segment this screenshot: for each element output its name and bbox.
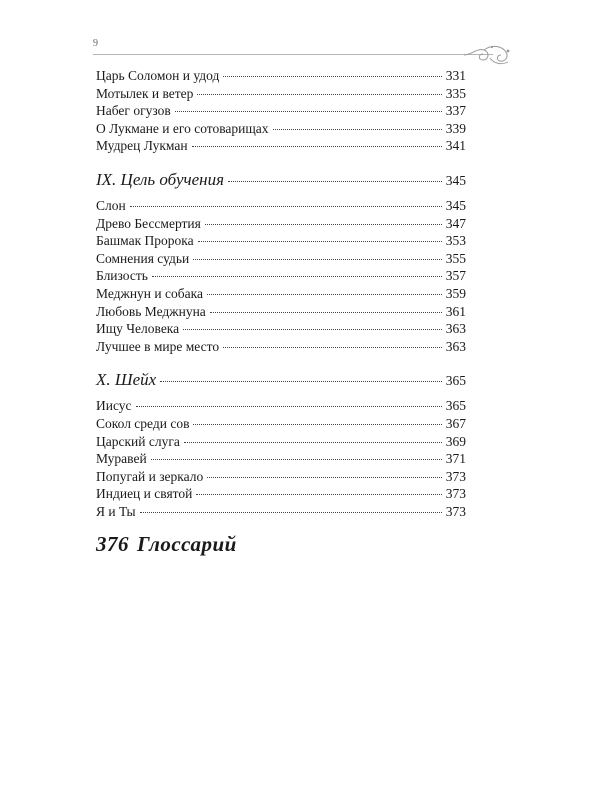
toc-entry-title: Сомнения судьи: [96, 250, 190, 266]
toc-entry[interactable]: [96, 86, 466, 104]
toc-entry[interactable]: [96, 286, 466, 304]
toc-entry-title: Муравей: [96, 451, 147, 467]
toc-entry-title: Царь Соломон и удод: [96, 68, 220, 83]
toc-entry[interactable]: [96, 469, 466, 487]
toc-entry-page: 361: [445, 303, 466, 319]
toc-entry[interactable]: [96, 504, 466, 522]
section-title: IX. Цель обучения: [96, 169, 224, 189]
glossary-page: 376: [96, 532, 129, 556]
toc-entry-title: Сокол среди сов: [96, 415, 190, 431]
section-page: 365: [445, 373, 466, 389]
dot-leader: [151, 459, 442, 460]
toc-entry-title: Древо Бессмертия: [96, 215, 201, 231]
toc-entry-page: 363: [445, 321, 466, 337]
toc-entry-page: 357: [445, 268, 466, 284]
toc-entry[interactable]: [96, 138, 466, 156]
toc-entry[interactable]: [96, 486, 466, 504]
toc-entry-page: 335: [445, 85, 466, 101]
toc-entry-title: Башмак Пророка: [96, 233, 194, 249]
dot-leader: [183, 329, 442, 330]
section-page: 345: [445, 172, 466, 188]
dot-leader: [198, 241, 442, 242]
toc-entry[interactable]: [96, 451, 466, 469]
toc-entry[interactable]: [96, 321, 466, 339]
dot-leader: [192, 146, 442, 147]
floral-ornament-icon: [462, 42, 514, 68]
toc-entry-title: Меджнун и собака: [96, 285, 203, 301]
dot-leader: [223, 347, 442, 348]
toc-entry-page: 371: [445, 451, 466, 467]
toc-entry[interactable]: [96, 304, 466, 322]
toc-entry[interactable]: [96, 434, 466, 452]
toc-entry[interactable]: [96, 416, 466, 434]
toc-entry-page: 353: [445, 233, 466, 249]
dot-leader: [210, 312, 442, 313]
dot-leader: [136, 406, 442, 407]
dot-leader: [140, 512, 442, 513]
toc-entry-title: Любовь Меджнуна: [96, 303, 206, 319]
toc-entry-page: 341: [445, 138, 466, 154]
dot-leader: [196, 494, 441, 495]
dot-leader: [193, 424, 441, 425]
toc-entry-page: 347: [445, 215, 466, 231]
page-number: 9: [93, 38, 98, 49]
toc-entry[interactable]: [96, 103, 466, 121]
toc-entry[interactable]: [96, 398, 466, 416]
dot-leader: [228, 181, 442, 182]
toc-entry-title: Попугай и зеркало: [96, 468, 204, 484]
toc-entry-title: Я и Ты: [96, 503, 136, 519]
header-rule: [93, 54, 493, 55]
toc-entry-title: Иисус: [96, 398, 132, 414]
toc-entry-page: 345: [445, 197, 466, 213]
glossary-title: Глоссарий: [137, 532, 237, 556]
toc-entry-title: Индиец и святой: [96, 486, 193, 502]
dot-leader: [175, 111, 442, 112]
toc-entry-page: 337: [445, 103, 466, 119]
toc-entry-page: 363: [445, 338, 466, 354]
toc-entry-title: Ищу Человека: [96, 321, 180, 337]
toc-entry[interactable]: [96, 251, 466, 269]
toc-entry[interactable]: [96, 68, 466, 86]
dot-leader: [207, 294, 442, 295]
toc-entry-page: 373: [445, 486, 466, 502]
toc-entry-page: 373: [445, 468, 466, 484]
toc-entry-title: Лучшее в мире место: [96, 338, 220, 354]
dot-leader: [160, 381, 442, 382]
toc-entry[interactable]: [96, 339, 466, 357]
dot-leader: [273, 129, 442, 130]
glossary-heading[interactable]: [96, 532, 237, 557]
section-title: X. Шейх: [96, 370, 157, 390]
dot-leader: [205, 224, 442, 225]
toc-entry[interactable]: [96, 268, 466, 286]
dot-leader: [193, 259, 441, 260]
toc-section-heading[interactable]: [96, 170, 466, 192]
toc-entry[interactable]: [96, 121, 466, 139]
toc-entry-page: 331: [445, 68, 466, 83]
dot-leader: [223, 76, 441, 77]
toc-entry-page: 359: [445, 285, 466, 301]
dot-leader: [130, 206, 442, 207]
toc-entry-title: Царский слуга: [96, 433, 180, 449]
toc-entry-title: Близость: [96, 268, 148, 284]
toc-entry-title: Мудрец Лукман: [96, 138, 188, 154]
dot-leader: [152, 276, 442, 277]
toc-entry[interactable]: [96, 198, 466, 216]
toc-entry[interactable]: [96, 216, 466, 234]
toc-entry-title: Набег огузов: [96, 103, 171, 119]
toc-entry-page: 367: [445, 415, 466, 431]
toc-section-heading[interactable]: [96, 370, 466, 392]
toc-entry-title: О Лукмане и его сотоварищах: [96, 120, 269, 136]
dot-leader: [197, 94, 441, 95]
dot-leader: [184, 442, 442, 443]
toc-entry-title: Слон: [96, 197, 126, 213]
table-of-contents: [96, 68, 466, 521]
toc-entry-page: 355: [445, 250, 466, 266]
toc-entry[interactable]: [96, 233, 466, 251]
toc-entry-page: 365: [445, 398, 466, 414]
toc-entry-page: 339: [445, 120, 466, 136]
toc-entry-title: Мотылек и ветер: [96, 85, 194, 101]
toc-entry-page: 373: [445, 503, 466, 519]
toc-entry-page: 369: [445, 433, 466, 449]
dot-leader: [207, 477, 442, 478]
